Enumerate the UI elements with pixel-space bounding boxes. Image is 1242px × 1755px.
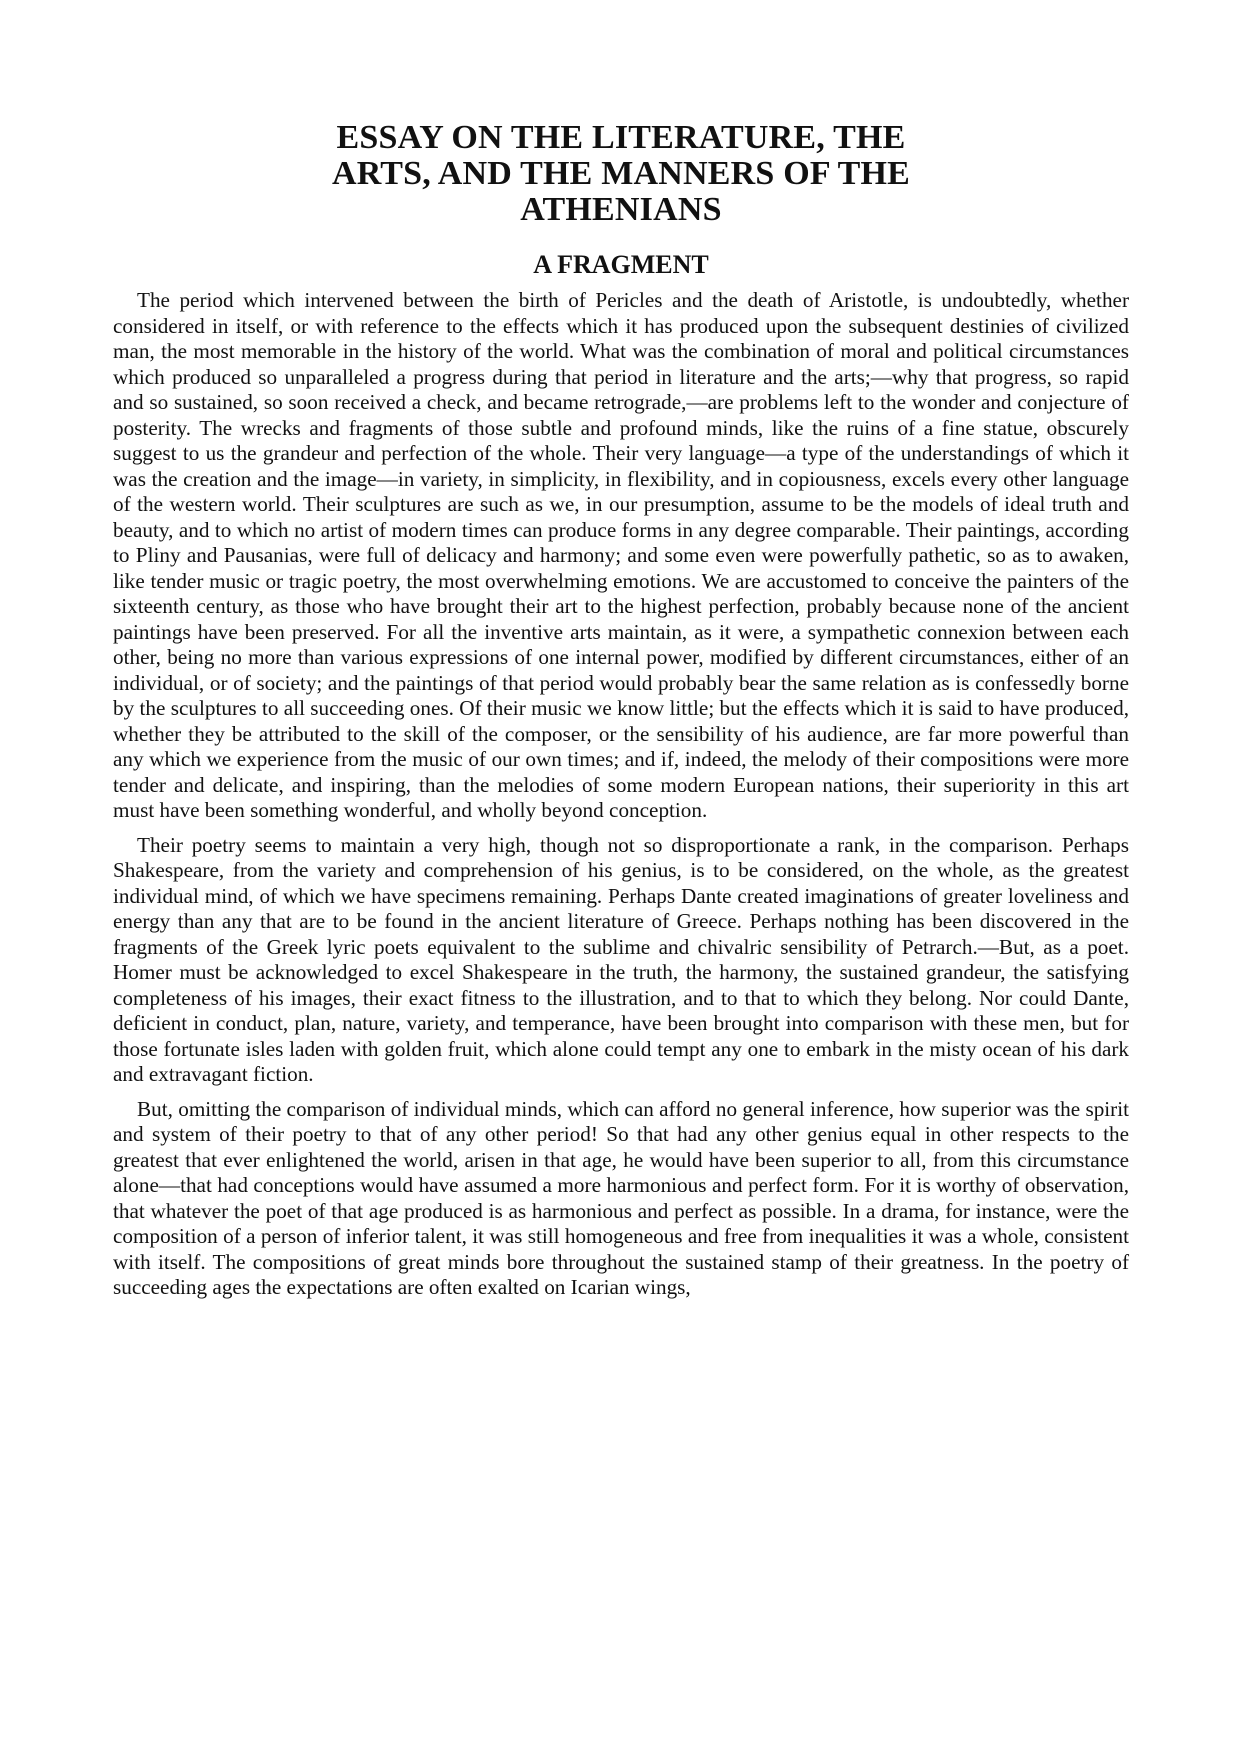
- document-page: [113, 120, 1129, 1301]
- page-title: ESSAY ON THE LITERATURE, THE ARTS, AND THE MANNERS OF THE ATHENIANS: [331, 119, 911, 228]
- paragraph-3: But, omitting the comparison of individual minds, which can afford no general inference, how superior was the spirit and system of their poetry to that of any other period! So that had any other genius equal in other respects to the greatest that ever enlightened the world, arisen in that age, he would have been superior to all, from this circumstance alone—that had conceptions would have assumed a more harmonious and perfect form. For it is worthy of observation, that whatever the poet of that age produced is as harmonious and perfect as possible. In a drama, for instance, were the composition of a person of inferior talent, it was still homogeneous and free from inequalities it was a whole, consistent with itself. The compositions of great minds bore throughout the sustained stamp of their greatness. In the poetry of succeeding ages the expectations are often exalted on Icarian wings,: [113, 1096, 1129, 1299]
- paragraph-2: Their poetry seems to maintain a very high, though not so disproportionate a rank, in the comparison. Perhaps Shakespeare, from the variety and comprehension of his genius, is to be considered, on the whole, as the greatest individual mind, of which we have specimens remaining. Perhaps Dante created imaginations of greater loveliness and energy than any that are to be found in the ancient literature of Greece. Perhaps nothing has been discovered in the fragments of the Greek lyric poets equivalent to the sublime and chivalric sensibility of Petrarch.—But, as a poet. Homer must be acknowledged to excel Shakespeare in the truth, the harmony, the sustained grandeur, the satisfying completeness of his images, their exact fitness to the illustration, and to that to which they belong. Nor could Dante, deficient in conduct, plan, nature, variety, and temperance, have been brought into comparison with these men, but for those fortunate isles laden with golden fruit, which alone could tempt any one to embark in the misty ocean of his dark and extravagant fiction.: [113, 832, 1129, 1086]
- paragraph-1: The period which intervened between the birth of Pericles and the death of Aristotle, is undoubtedly, whether considered in itself, or with reference to the effects which it has produced upon the subsequent destinies of civilized man, the most memorable in the history of the world. What was the combination of moral and political circumstances which produced so unparalleled a progress during that period in literature and the arts;—why that progress, so rapid and so sustained, so soon received a check, and became retrograde,—are problems left to the wonder and conjecture of posterity. The wrecks and fragments of those subtle and profound minds, like the ruins of a fine statue, obscurely suggest to us the grandeur and perfection of the whole. Their very language—a type of the understandings of which it was the creation and the image—in variety, in simplicity, in flexibility, and in copiousness, excels every other language of the western world. Their sculptures are such as we, in our presumption, assume to be the models of ideal truth and beauty, and to which no artist of modern times can produce forms in any degree comparable. Their paintings, according to Pliny and Pausanias, were full of delicacy and harmony; and some even were powerfully pathetic, so as to awaken, like tender music or tragic poetry, the most overwhelming emotions. We are accustomed to conceive the painters of the sixteenth century, as those who have brought their art to the highest perfection, probably because none of the ancient paintings have been preserved. For all the inventive arts maintain, as it were, a sympathetic connexion between each other, being no more than various expressions of one internal power, modified by different circumstances, either of an individual, or of society; and the paintings of that period would probably bear the same relation as is confessedly borne by the sculptures to all succeeding ones. Of their music we know little; but the effects which it is said to have produced, whether they be attributed to the skill of the composer, or the sensibility of his audience, are far more powerful than any which we experience from the music of our own times; and if, indeed, the melody of their compositions were more tender and delicate, and inspiring, than the melodies of some modern European nations, their superiority in this art must have been something wonderful, and wholly beyond conception.: [113, 288, 1129, 822]
- page-subtitle: A FRAGMENT: [533, 250, 709, 279]
